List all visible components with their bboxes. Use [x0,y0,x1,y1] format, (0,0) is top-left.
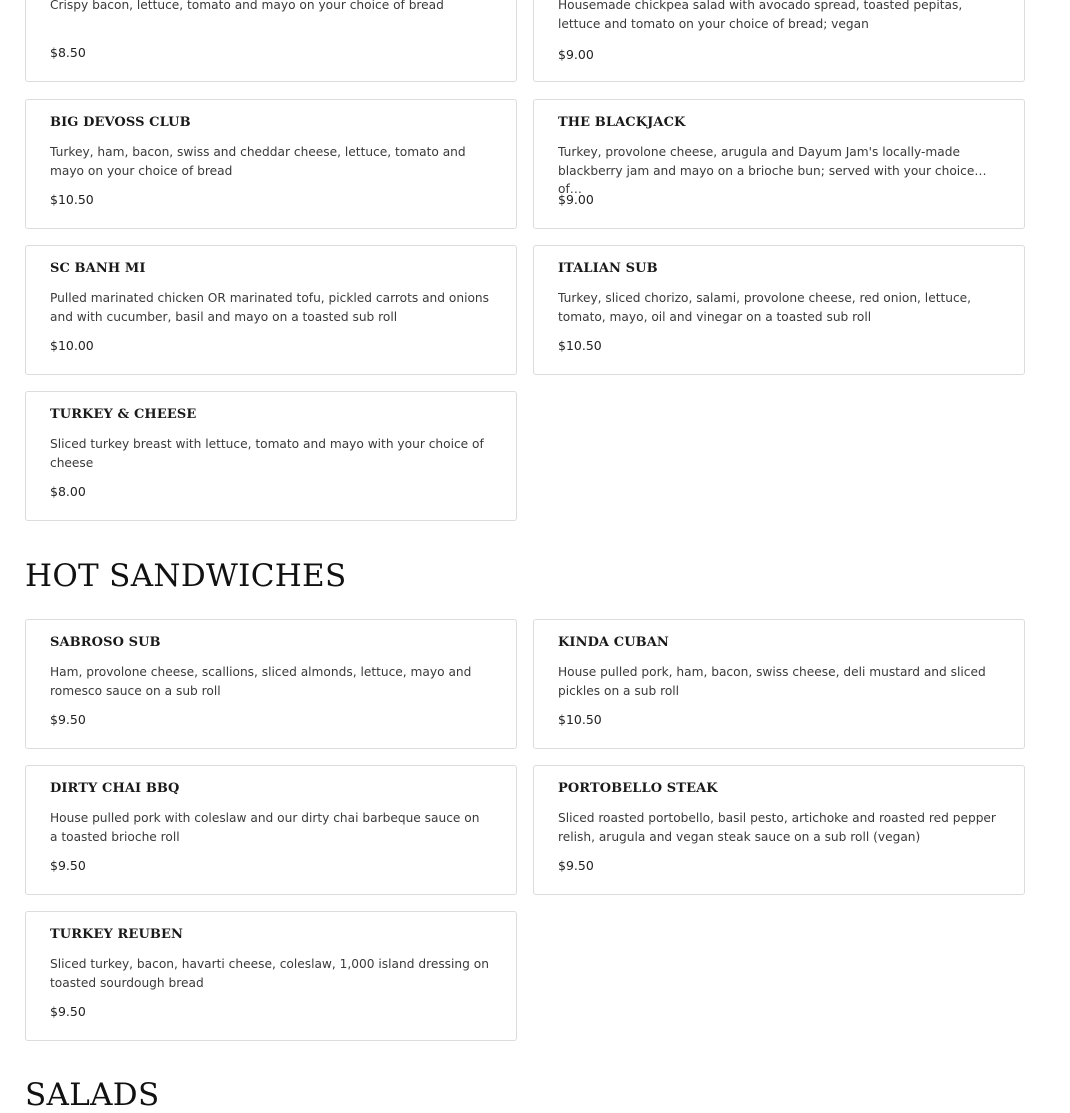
menu-item-price: $9.50 [50,1004,86,1019]
menu-item-name: TURKEY & CHEESE [50,407,197,422]
menu-item-price: $9.50 [50,858,86,873]
menu-item-price: $9.50 [50,712,86,727]
menu-item-price: $10.50 [50,192,94,207]
menu-item-name: PORTOBELLO STEAK [558,781,718,796]
menu-item-card[interactable] [25,99,517,229]
menu-item-name: SABROSO SUB [50,635,161,650]
menu-item-card[interactable] [533,245,1025,375]
menu-item-name: BIG DEVOSS CLUB [50,115,191,130]
menu-item-price: $8.00 [50,484,86,499]
menu-item-card[interactable] [533,99,1025,229]
menu-item-name: KINDA CUBAN [558,635,669,650]
menu-item-description: Crispy bacon, lettuce, tomato and mayo on your choice of bread [50,0,444,12]
menu-item-name: DIRTY CHAI BBQ [50,781,180,796]
menu-item-card[interactable] [25,0,517,82]
menu-item-description: Ham, provolone cheese, scallions, sliced almonds, lettuce, mayo and romesco sauce on a sub roll [50,665,472,698]
menu-item-description: Housemade chickpea salad with avocado spread, toasted pepitas, lettuce and tomato on your choice of bread; vegan [558,0,963,31]
section-title-hot-sandwiches: HOT SANDWICHES [25,558,347,594]
menu-item-card[interactable] [533,0,1025,82]
menu-item-name: THE BLACKJACK [558,115,686,130]
menu-item-card[interactable] [25,245,517,375]
menu-item-description: Turkey, sliced chorizo, salami, provolone cheese, red onion, lettuce, tomato, mayo, oil and vinegar on a toasted sub roll [558,291,972,324]
menu-item-card[interactable] [25,619,517,749]
menu-item-price: $10.50 [558,712,602,727]
menu-item-description: Pulled marinated chicken OR marinated tofu, pickled carrots and onions and with cucumber, basil and mayo on a toasted sub roll [50,291,489,324]
menu-item-card[interactable] [25,911,517,1041]
menu-item-description: Sliced turkey breast with lettuce, tomato and mayo with your choice of cheese [50,437,484,470]
menu-item-description: Turkey, ham, bacon, swiss and cheddar cheese, lettuce, tomato and mayo on your choice of bread [50,145,466,178]
menu-item-description: Turkey, provolone cheese, arugula and Dayum Jam's locally-made blackberry jam and mayo on a brioche bun; served with your choice of… [558,145,975,196]
menu-item-price: $8.50 [50,45,86,60]
menu-item-description: House pulled pork, ham, bacon, swiss cheese, deli mustard and sliced pickles on a sub roll [558,665,986,698]
menu-item-name: TURKEY REUBEN [50,927,183,942]
menu-item-price: $10.00 [50,338,94,353]
menu-item-price: $10.50 [558,338,602,353]
menu-item-price: $9.50 [558,858,594,873]
menu-item-price: $9.00 [558,192,594,207]
section-title-salads: SALADS [25,1077,160,1113]
menu-item-card[interactable] [25,765,517,895]
menu-item-name: SC BANH MI [50,261,146,276]
menu-item-description: Sliced turkey, bacon, havarti cheese, coleslaw, 1,000 island dressing on toasted sourdough bread [50,957,489,990]
menu-item-name: ITALIAN SUB [558,261,658,276]
menu-item-card[interactable] [533,765,1025,895]
menu-item-price: $9.00 [558,47,594,62]
menu-item-card[interactable] [533,619,1025,749]
menu-item-card[interactable] [25,391,517,521]
menu-item-description: Sliced roasted portobello, basil pesto, artichoke and roasted red pepper relish, arugula and vegan steak sauce on a sub roll (vegan) [558,811,996,844]
menu-item-description: House pulled pork with coleslaw and our dirty chai barbeque sauce on a toasted brioche roll [50,811,480,844]
